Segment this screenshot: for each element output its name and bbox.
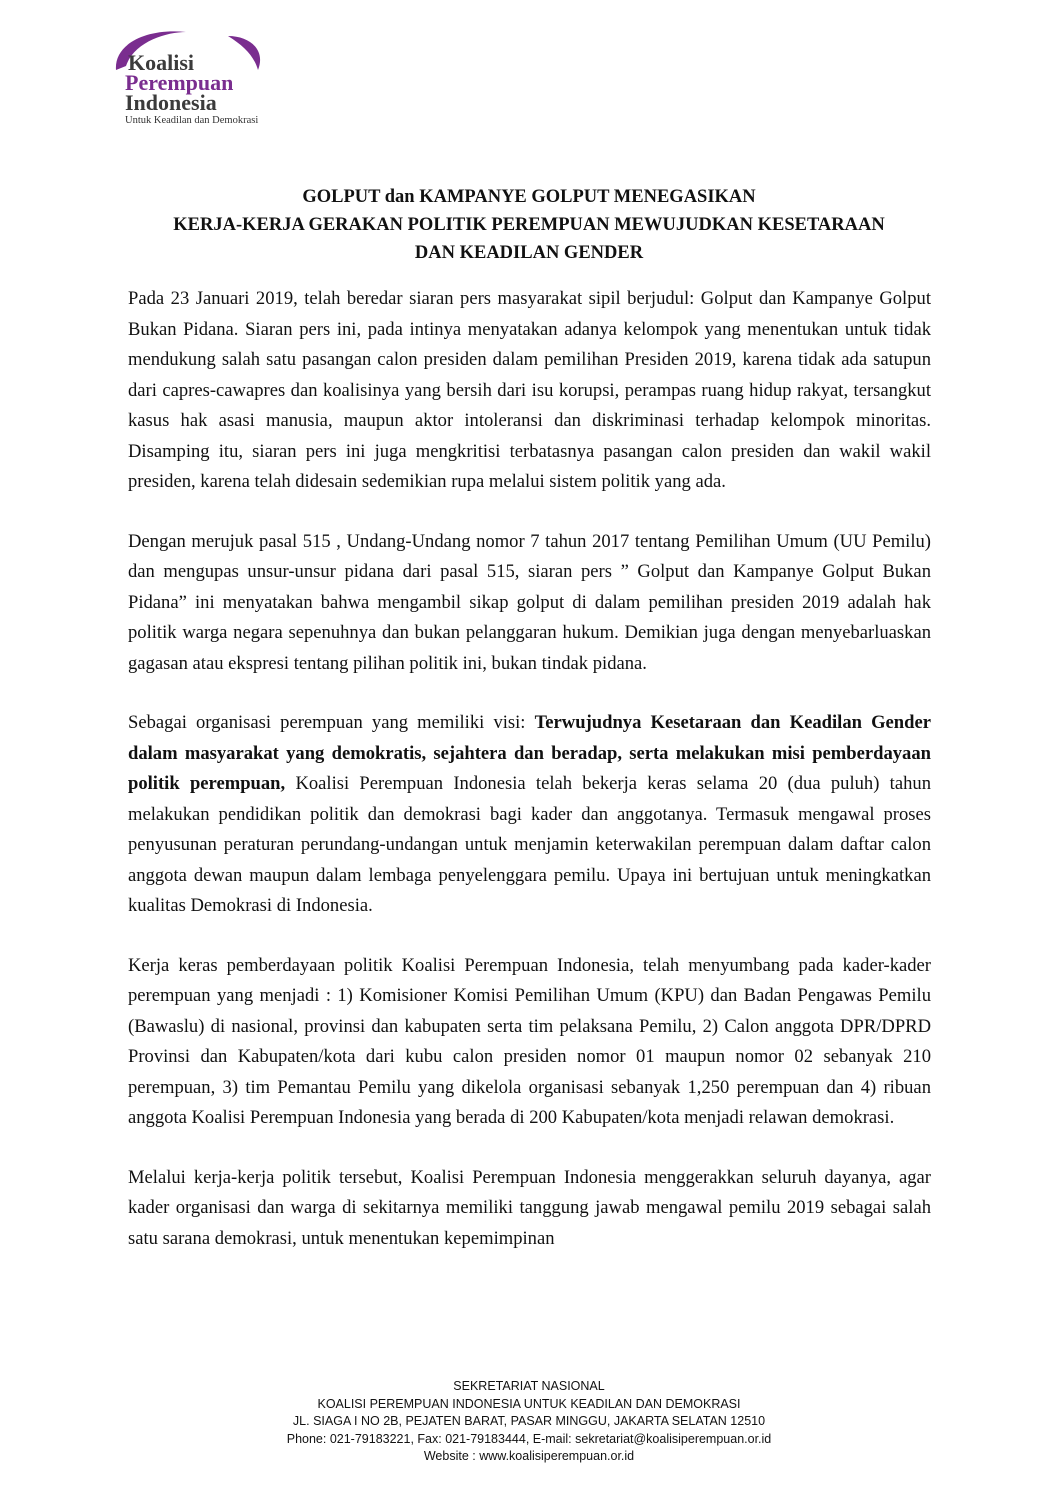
footer-organization: KOALISI PEREMPUAN INDONESIA UNTUK KEADILAN DAN DEMOKRASI <box>317 1396 741 1411</box>
logo-text-perempuan: Perempuan <box>125 70 234 95</box>
paragraph-3 <box>128 708 931 922</box>
organization-logo <box>108 26 278 126</box>
paragraph-2: Dengan merujuk pasal 515 , Undang-Undang nomor 7 tahun 2017 tentang Pemilihan Umum (UU Pemilu) dan mengupas unsur-unsur pidana dari pasal 515, siaran pers ” Golput dan Kampanye Golput Bukan Pidana” ini menyatakan bahwa mengambil sikap golput di dalam pemilihan presiden 2019 adalah hak politik warga negara sepenuhnya dan bukan pelanggaran hukum. Demikian juga dengan menyebarluaskan gagasan atau ekspresi tentang pilihan politik ini, bukan tindak pidana. <box>128 530 931 674</box>
paragraph-3-intro: Sebagai organisasi perempuan yang memiliki visi: <box>128 712 535 733</box>
paragraph-1: Pada 23 Januari 2019, telah beredar siaran pers masyarakat sipil berjudul: Golput dan Kampanye Golput Bukan Pidana. Siaran pers ini, pada intinya menyatakan adanya kelompok yang menentukan untuk tidak mendukung salah satu pasangan calon presiden dalam pemilihan Presiden 2019, karena tidak ada satupun dari capres-cawapres dan koalisinya yang bersih dari isu korupsi, perampas ruang hidup rakyat, tersangkut kasus hak asasi manusia, maupun aktor intoleransi dan diskriminasi terhadap kelompok minoritas. Disamping itu, siaran pers ini juga mengkritisi terbatasnya pasangan calon presiden dan wakil wakil presiden, karena telah didesain sedemikian rupa melalui sistem politik yang ada. <box>128 288 931 492</box>
footer-website: Website : www.koalisiperempuan.or.id <box>423 1449 635 1464</box>
title-line-3: DAN KEADILAN GENDER <box>414 243 644 263</box>
paragraph-5: Melalui kerja-kerja politik tersebut, Koalisi Perempuan Indonesia menggerakkan seluruh dayanya, agar kader organisasi dan warga di sekitarnya memiliki tanggung jawab mengawal pemilu 2019 sebagai salah satu sarana demokrasi, untuk menentukan kepemimpinan <box>128 1166 931 1249</box>
logo-text-koalisi: Koalisi <box>128 50 195 75</box>
footer-contact: Phone: 021-79183221, Fax: 021-79183444, E-mail: sekretariat@koalisiperempuan.or.id <box>286 1431 772 1446</box>
paragraph-3-rest: Koalisi Perempuan Indonesia telah bekerja keras selama 20 (dua puluh) tahun melakukan pendidikan politik dan demokrasi bagi kader dan anggotanya. Termasuk mengawal proses penyusunan peraturan perundang-undangan untuk menjamin keterwakilan perempuan dalam daftar calon anggota dewan maupun dalam lembaga penyelenggara pemilu. Upaya ini bertujuan untuk meningkatkan kualitas Demokrasi di Indonesia. <box>128 773 931 916</box>
logo-text-indonesia: Indonesia <box>125 90 217 115</box>
letterhead-footer <box>150 1378 908 1466</box>
document-title <box>100 183 958 267</box>
title-line-2: KERJA-KERJA GERAKAN POLITIK PEREMPUAN MEWUJUDKAN KESETARAAN <box>173 215 885 235</box>
footer-secretariat: SEKRETARIAT NASIONAL <box>453 1379 605 1393</box>
footer-address: JL. SIAGA I NO 2B, PEJATEN BARAT, PASAR MINGGU, JAKARTA SELATAN 12510 <box>292 1414 766 1429</box>
paragraph-3-vision: Terwujudnya Kesetaraan dan Keadilan Gender dalam masyarakat yang demokratis, sejahtera dan beradap, serta melakukan misi pemberdayaan politik perempuan, <box>128 712 931 794</box>
paragraph-4: Kerja keras pemberdayaan politik Koalisi Perempuan Indonesia, telah menyumbang pada kader-kader perempuan yang menjadi : 1) Komisioner Komisi Pemilihan Umum (KPU) dan Badan Pengawas Pemilu (Bawaslu) di nasional, provinsi dan kabupaten serta tim pelaksana Pemilu, 2) Calon anggota DPR/DPRD Provinsi dan Kabupaten/kota dari kubu calon presiden nomor 01 maupun nomor 02 sebanyak 210 perempuan, 3) tim Pemantau Pemilu yang dikelola organisasi sebanyak 1,250 perempuan dan 4) ribuan anggota Koalisi Perempuan Indonesia yang berada di 200 Kabupaten/kota menjadi relawan demokrasi. <box>128 954 931 1128</box>
document-body <box>128 284 931 1283</box>
logo-tagline: Untuk Keadilan dan Demokrasi <box>125 115 259 126</box>
title-line-1: GOLPUT dan KAMPANYE GOLPUT MENEGASIKAN <box>302 187 756 207</box>
